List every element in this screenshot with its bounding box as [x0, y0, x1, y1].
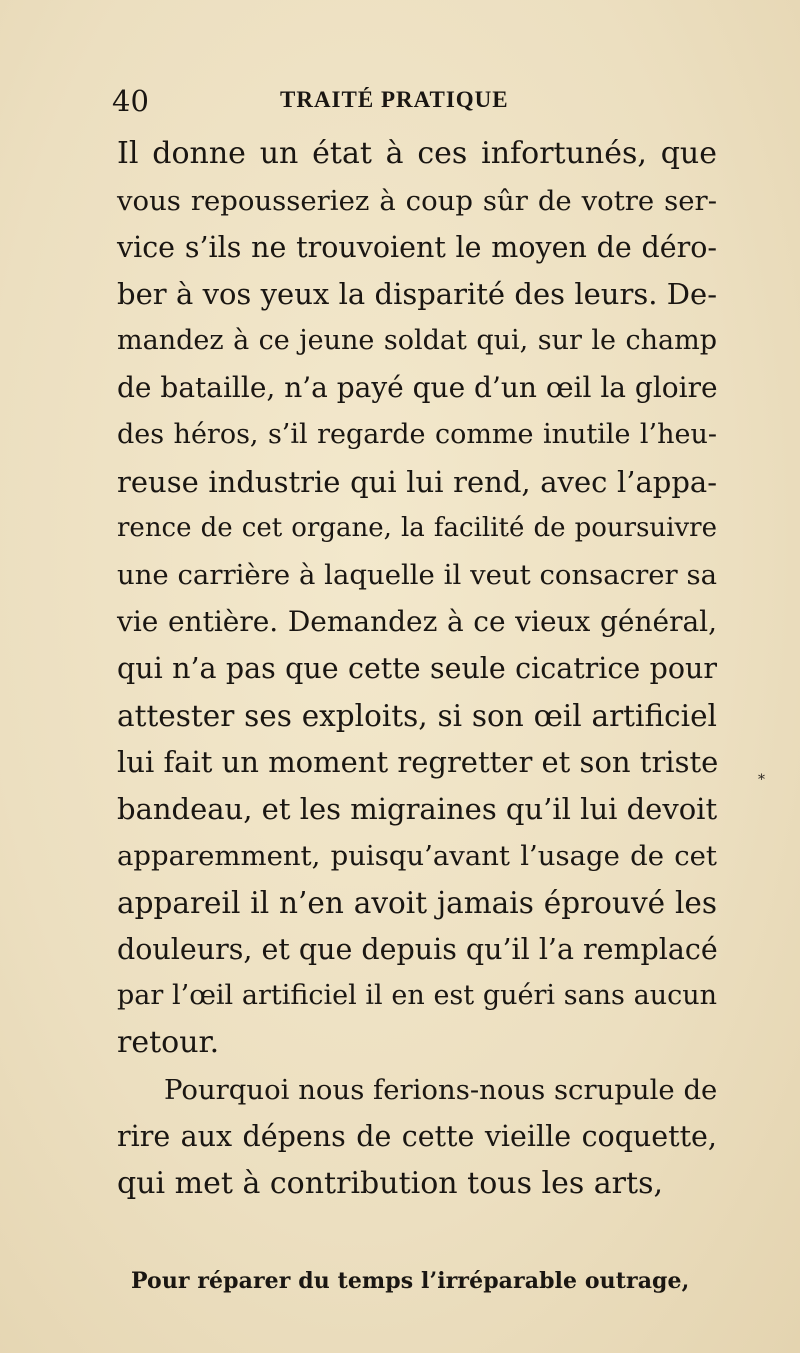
text-line: douleurs, et que depuis qu’il l’a remplacé	[117, 932, 718, 966]
page-number: 40	[112, 84, 149, 118]
running-title: TRAITÉ PRATIQUE	[280, 87, 509, 112]
text-line: vice s’ils ne trouvoient le moyen de déro-	[117, 230, 717, 264]
text-line: des héros, s’il regarde comme inutile l’heu-	[117, 418, 717, 450]
text-line: Pourquoi nous ferions-nous scrupule de	[164, 1073, 718, 1106]
verse-quote: Pour réparer du temps l’irréparable outrage,	[131, 1268, 690, 1294]
text-line: de bataille, n’a payé que d’un œil la gloire	[117, 370, 718, 404]
text-line: appareil il n’en avoit jamais éprouvé les	[117, 885, 717, 920]
text-line: attester ses exploits, si son œil artificiel	[117, 698, 717, 733]
text-line: ber à vos yeux la disparité des leurs. De-	[117, 277, 717, 312]
text-line: vie entière. Demandez à ce vieux général,	[117, 604, 717, 638]
text-line: apparemment, puisqu’avant l’usage de cet	[117, 839, 717, 872]
text-line: par l’œil artificiel il en est guéri sans aucun	[117, 980, 717, 1012]
page-header	[112, 84, 712, 124]
text-line: une carrière à laquelle il veut consacrer sa	[117, 559, 717, 592]
text-line: Il donne un état à ces infortunés, que	[117, 136, 717, 171]
text-line: mandez à ce jeune soldat qui, sur le champ	[117, 325, 717, 357]
text-line: rire aux dépens de cette vieille coquette,	[117, 1119, 717, 1153]
text-line: vous repousseriez à coup sûr de votre ser-	[117, 184, 717, 217]
text-line: rence de cet organe, la facilité de poursuivre	[117, 513, 717, 544]
body-text	[117, 131, 717, 1207]
text-line: qui met à contribution tous les arts,	[117, 1165, 664, 1201]
margin-mark: *	[758, 772, 765, 788]
text-line: qui n’a pas que cette seule cicatrice pour	[117, 651, 717, 685]
text-line: bandeau, et les migraines qu’il lui devoit	[117, 792, 718, 827]
text-line: retour.	[117, 1025, 220, 1061]
text-line: reuse industrie qui lui rend, avec l’appa-	[117, 464, 717, 499]
text-line: lui fait un moment regretter et son triste	[117, 745, 719, 780]
